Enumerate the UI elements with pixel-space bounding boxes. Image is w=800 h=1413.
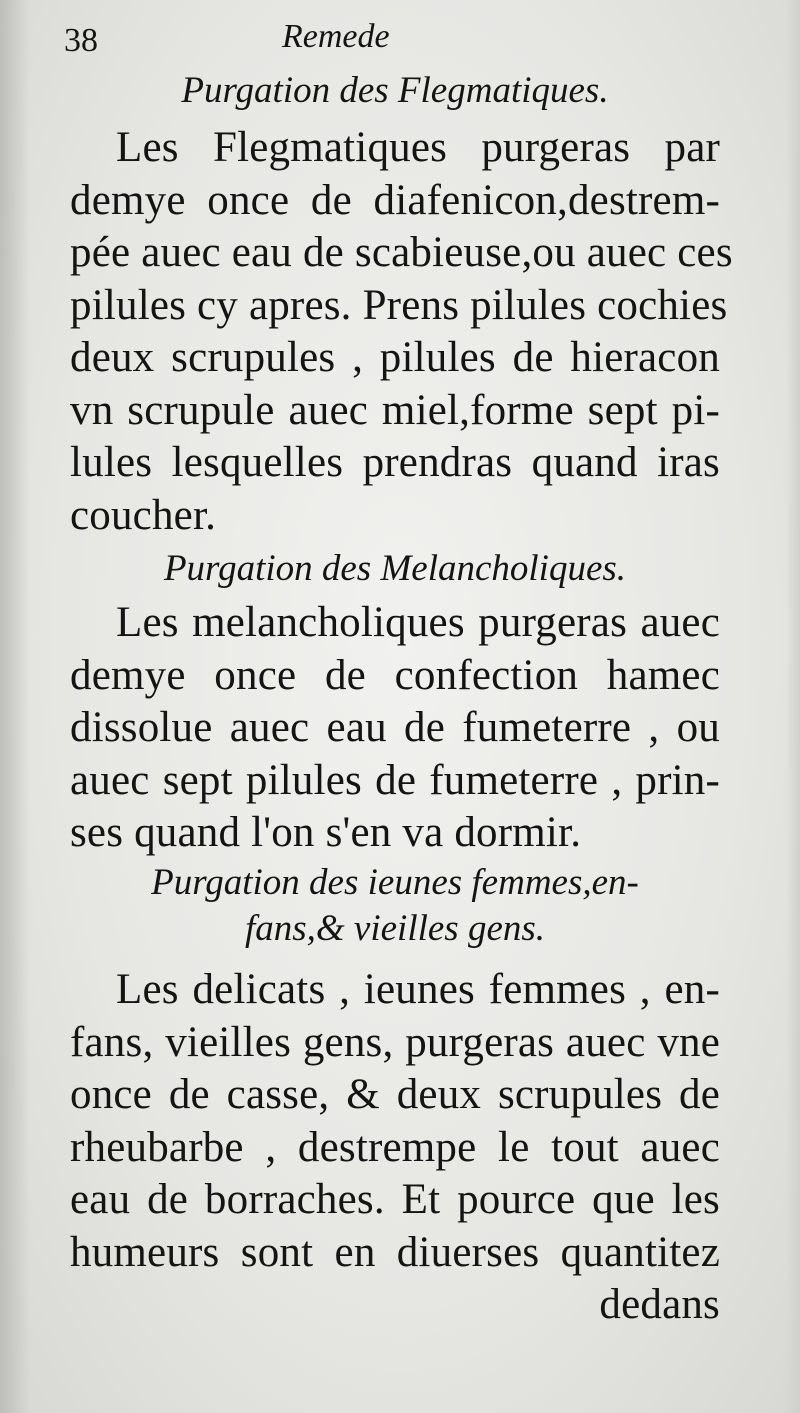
text-line: Les Flegmatiques purgeras par — [116, 124, 720, 171]
text-line: humeurs sont en diuerses quantitez — [70, 1228, 720, 1276]
text-line: pilules cy apres. Prens pilules cochies — [70, 281, 728, 329]
text-line: lules lesquelles prendras quand iras — [70, 439, 720, 486]
text-line: fans, vieilles gens, purgeras auec vne — [70, 1018, 720, 1066]
page-edge — [786, 0, 800, 1413]
section-heading: fans,& vieilles gens. — [244, 908, 546, 949]
text-line: rheubarbe , destrempe le tout auec — [70, 1123, 720, 1171]
section-heading: Purgation des Flegmatiques. — [181, 70, 609, 111]
text-line: Les melancholiques purgeras auec — [116, 599, 720, 646]
section-heading: Purgation des Melancholiques. — [163, 548, 627, 589]
text-line: auec sept pilules de fumeterre , prin- — [70, 756, 720, 804]
text-line: deux scrupules , pilules de hieracon — [70, 334, 720, 381]
gutter-shadow — [0, 0, 30, 1413]
catchword: dedans — [599, 1281, 720, 1328]
text-line: eau de borraches. Et pource que les — [70, 1176, 720, 1223]
section-body — [70, 964, 720, 1332]
text-line: demye once de confection hamec — [70, 651, 720, 699]
text-line: once de casse, & deux scrupules de — [70, 1071, 720, 1118]
text-line: pée auec eau de scabieuse,ou auec ces — [70, 229, 733, 276]
section-body — [70, 122, 733, 542]
section-flegmatiques — [70, 68, 720, 114]
section-melancholiques — [70, 546, 720, 592]
section-body — [70, 597, 720, 860]
text-line: ses quand l'on s'en va dormir. — [70, 809, 582, 856]
text-line: vn scrupule auec miel,forme sept pi- — [70, 386, 720, 434]
section-heading: Purgation des ieunes femmes,en- — [151, 862, 639, 903]
running-head — [60, 18, 720, 68]
text-line: demye once de diafenicon,destrem- — [70, 176, 720, 224]
text-line: dissolue auec eau de fumeterre , ou — [70, 704, 720, 751]
text-line: coucher. — [70, 491, 217, 539]
running-head-title: Remede — [282, 18, 390, 55]
text-line: Les delicats , ieunes femmes , en- — [116, 966, 720, 1013]
section-ieunes-femmes — [70, 860, 720, 952]
page-number: 38 — [64, 22, 98, 59]
